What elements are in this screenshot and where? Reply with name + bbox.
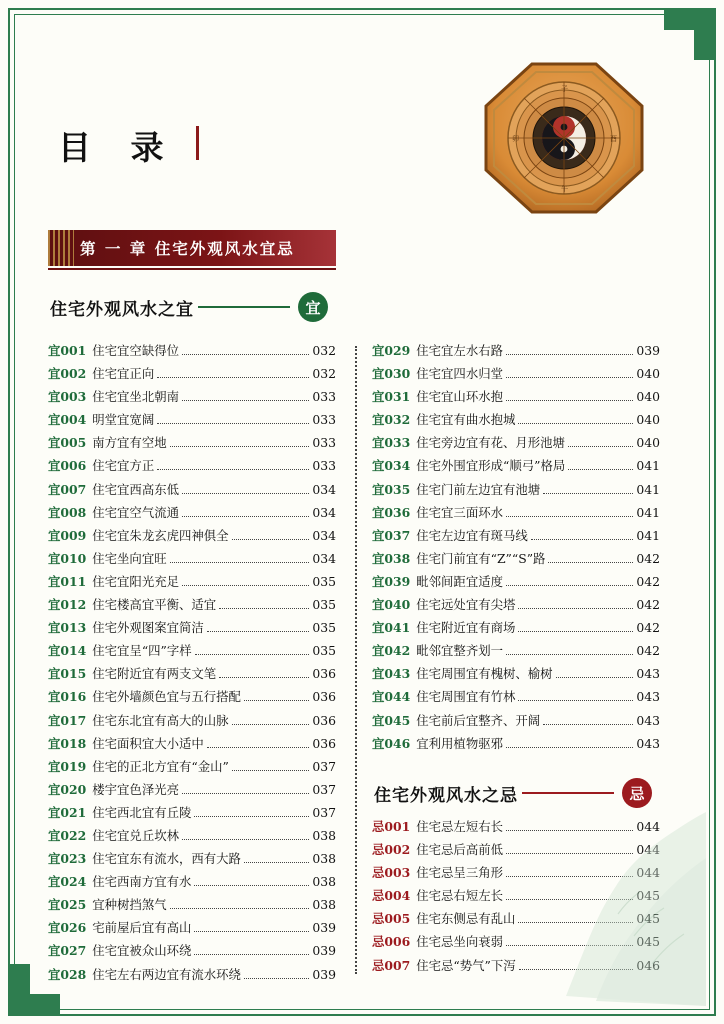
toc-entry[interactable] <box>48 436 336 450</box>
toc-entry-leader <box>170 562 310 563</box>
toc-entry-title: 住宅宜左水右路 <box>416 344 503 358</box>
toc-entry-leader <box>194 816 309 817</box>
toc-entry[interactable] <box>48 459 336 473</box>
toc-entry-number: 宜032 <box>372 413 411 428</box>
toc-entry-number: 宜011 <box>48 574 87 589</box>
toc-entry[interactable] <box>48 598 336 612</box>
toc-entry-leader <box>182 493 309 494</box>
toc-entry-number: 宜014 <box>48 644 87 659</box>
toc-entry[interactable] <box>48 944 336 958</box>
toc-entry-number: 宜019 <box>48 759 87 774</box>
toc-entry-page: 041 <box>636 528 660 543</box>
svg-text:卯: 卯 <box>512 135 519 143</box>
toc-entry-number: 忌005 <box>372 912 411 927</box>
toc-entry-number: 忌001 <box>372 820 411 834</box>
toc-entry-title: 住宅西北宜有丘陵 <box>92 805 192 820</box>
toc-entry-page: 035 <box>312 644 336 659</box>
svg-text:酉: 酉 <box>610 135 617 143</box>
toc-entry-page: 038 <box>312 852 336 867</box>
toc-entry-title: 毗邻间距宜适度 <box>416 574 503 589</box>
toc-entry[interactable] <box>48 667 336 681</box>
toc-entry-page: 039 <box>312 921 336 936</box>
toc-entry-leader <box>232 724 310 725</box>
toc-entry-title: 宅前屋后宜有高山 <box>92 921 192 936</box>
toc-entry-number: 宜023 <box>48 852 87 867</box>
toc-entry-leader <box>519 969 634 970</box>
toc-entry-number: 忌007 <box>372 958 411 973</box>
toc-entry-leader <box>244 978 309 979</box>
toc-entry-title: 住宅周围宜有槐树、榆树 <box>416 667 553 682</box>
toc-entry-number: 宜046 <box>372 736 411 751</box>
toc-entry-leader <box>568 469 633 470</box>
toc-entry-title: 住宅周围宜有竹林 <box>416 690 516 705</box>
toc-entry-title: 住宅宜呈“四”字样 <box>92 644 192 659</box>
toc-entry[interactable] <box>48 644 336 658</box>
toc-entry[interactable] <box>372 529 660 543</box>
toc-entry[interactable] <box>372 436 660 450</box>
toc-entry-leader <box>506 585 633 586</box>
toc-entry-page: 039 <box>312 967 336 982</box>
toc-entry-title: 住宅宜三面环水 <box>416 505 503 520</box>
toc-entry[interactable] <box>372 552 660 566</box>
toc-entry[interactable] <box>48 413 336 427</box>
banner-ornament <box>48 230 74 266</box>
toc-entry-number: 宜008 <box>48 505 87 520</box>
toc-entry-leader <box>506 654 633 655</box>
toc-entry[interactable] <box>48 875 336 889</box>
chapter-underline <box>48 268 336 270</box>
toc-entry[interactable] <box>372 935 660 949</box>
toc-entry-number: 宜026 <box>48 921 87 936</box>
column-divider <box>355 346 357 974</box>
toc-entry-title: 住宅宜阳光充足 <box>92 574 179 589</box>
toc-entry-number: 宜037 <box>372 528 411 543</box>
toc-entry-page: 042 <box>636 644 660 659</box>
toc-entry-page: 035 <box>312 621 336 636</box>
toc-entry-title: 楼宇宜色泽光亮 <box>92 782 179 797</box>
toc-entry[interactable] <box>48 390 336 404</box>
toc-entry[interactable] <box>48 852 336 866</box>
toc-entry-page: 042 <box>636 574 660 589</box>
toc-entry-leader <box>506 830 633 831</box>
toc-entry-title: 住宅宜山环水抱 <box>416 390 503 405</box>
toc-entry[interactable] <box>372 889 660 903</box>
toc-entry-leader <box>157 469 309 470</box>
toc-entry-title: 住宅宜空缺得位 <box>92 344 179 358</box>
toc-entry[interactable] <box>372 912 660 926</box>
toc-entry-leader <box>219 608 309 609</box>
toc-entry-page: 034 <box>312 528 336 543</box>
toc-entry-page: 034 <box>312 482 336 497</box>
toc-entry-title: 住宅忌呈三角形 <box>416 866 503 881</box>
toc-entry-leader <box>194 885 309 886</box>
toc-entry-leader <box>244 862 309 863</box>
toc-entry-page: 039 <box>636 344 660 358</box>
toc-entry-number: 宜020 <box>48 782 87 797</box>
toc-entry[interactable] <box>48 575 336 589</box>
toc-entry[interactable] <box>48 506 336 520</box>
toc-entry-page: 032 <box>312 344 336 358</box>
toc-entry-number: 宜028 <box>48 967 87 982</box>
toc-entry[interactable] <box>372 413 660 427</box>
toc-entry-leader <box>506 747 633 748</box>
toc-entry-number: 宜012 <box>48 598 87 613</box>
toc-entry-page: 041 <box>636 505 660 520</box>
toc-entry-page: 033 <box>312 390 336 405</box>
toc-entry-number: 宜021 <box>48 805 87 820</box>
toc-entry-number: 宜015 <box>48 667 87 682</box>
toc-entry-title: 住宅宜被众山环绕 <box>92 944 192 959</box>
toc-entry-page: 036 <box>312 736 336 751</box>
toc-entry-page: 041 <box>636 482 660 497</box>
toc-entry-number: 忌003 <box>372 866 411 881</box>
toc-entry-title: 住宅宜有曲水抱城 <box>416 413 516 428</box>
toc-entry-leader <box>531 539 634 540</box>
toc-entry-title: 毗邻宜整齐划一 <box>416 644 503 659</box>
toc-entry[interactable] <box>48 344 336 358</box>
toc-entry-title: 住宅宜兑丘坎林 <box>92 828 179 843</box>
toc-entry[interactable] <box>372 644 660 658</box>
toc-entry-leader <box>232 539 310 540</box>
toc-entry[interactable] <box>372 714 660 728</box>
toc-entry[interactable] <box>48 760 336 774</box>
toc-entry-leader <box>194 931 309 932</box>
toc-entry-page: 035 <box>312 598 336 613</box>
toc-entry[interactable] <box>48 921 336 935</box>
toc-entry-page: 033 <box>312 413 336 428</box>
toc-entry-leader <box>182 400 309 401</box>
section-heading-ji <box>374 778 652 808</box>
section-heading-ji-rule <box>522 792 614 794</box>
toc-entry-number: 宜031 <box>372 390 411 405</box>
toc-entry-title: 住宅东北宜有高大的山脉 <box>92 713 229 728</box>
toc-entry-number: 忌002 <box>372 843 411 858</box>
toc-entry-title: 住宅坐向宜旺 <box>92 551 167 566</box>
toc-entry[interactable] <box>372 483 660 497</box>
toc-entry-title: 住宅西南方宜有水 <box>92 875 192 890</box>
toc-entry-number: 宜043 <box>372 667 411 682</box>
toc-entry[interactable] <box>372 575 660 589</box>
toc-entry-page: 033 <box>312 459 336 474</box>
toc-entry[interactable] <box>48 968 336 982</box>
page-title: 目 录 <box>58 128 178 167</box>
toc-entry-page: 035 <box>312 574 336 589</box>
toc-entry-page: 036 <box>312 690 336 705</box>
toc-entry-leader <box>518 922 633 923</box>
toc-entry-title: 住宅东侧忌有乱山 <box>416 912 516 927</box>
toc-entry-title: 住宅外围宜形成“顺弓”格局 <box>416 459 566 474</box>
chapter-title: 第 一 章 住宅外观风水宜忌 <box>80 239 295 258</box>
toc-entry[interactable] <box>48 898 336 912</box>
toc-entry-title: 住宅门前左边宜有池塘 <box>416 482 541 497</box>
toc-entry-title: 住宅忌左短右长 <box>416 820 503 834</box>
toc-entry-leader <box>219 677 309 678</box>
toc-entry-number: 忌006 <box>372 935 411 950</box>
toc-entry-title: 住宅宜东有流水，西有大路 <box>92 852 241 867</box>
toc-entry-number: 宜013 <box>48 621 87 636</box>
corner-decoration-bottom-left-bar <box>8 994 60 1016</box>
toc-entry-page: 043 <box>636 690 660 705</box>
toc-entry-leader <box>157 423 309 424</box>
toc-column-right-ji <box>372 820 660 982</box>
toc-entry[interactable] <box>372 690 660 704</box>
toc-entry-number: 宜007 <box>48 482 87 497</box>
toc-entry-leader <box>506 516 633 517</box>
toc-entry-title: 住宅外墙颜色宜与五行搭配 <box>92 690 241 705</box>
toc-entry-page: 037 <box>312 782 336 797</box>
toc-entry-leader <box>157 377 309 378</box>
toc-entry[interactable] <box>48 690 336 704</box>
section-badge-ji: 忌 <box>622 778 652 808</box>
toc-entry-page: 044 <box>636 866 660 881</box>
toc-entry[interactable] <box>372 598 660 612</box>
toc-entry-title: 住宅忌后高前低 <box>416 843 503 858</box>
toc-entry-title: 明堂宜宽阔 <box>92 413 155 428</box>
toc-entry-leader <box>548 562 633 563</box>
svg-text:子: 子 <box>561 85 568 93</box>
toc-entry-leader <box>518 631 633 632</box>
toc-entry-page: 044 <box>636 820 660 834</box>
toc-entry-number: 宜036 <box>372 505 411 520</box>
toc-entry-leader <box>556 677 634 678</box>
toc-entry-title: 住宅宜朱龙玄虎四神俱全 <box>92 528 229 543</box>
section-heading-yi-label: 住宅外观风水之宜 <box>50 299 194 320</box>
toc-entry-page: 040 <box>636 413 660 428</box>
toc-entry-number: 宜005 <box>48 436 87 451</box>
toc-entry-number: 宜022 <box>48 828 87 843</box>
toc-entry-title: 宜种树挡煞气 <box>92 898 167 913</box>
toc-entry-number: 宜025 <box>48 898 87 913</box>
toc-entry-number: 宜001 <box>48 344 87 358</box>
toc-entry-title: 住宅忌右短左长 <box>416 889 503 904</box>
toc-entry-title: 住宅的正北方宜有“金山” <box>92 759 229 774</box>
toc-entry-number: 宜002 <box>48 367 87 382</box>
toc-entry-leader <box>182 839 309 840</box>
toc-entry-leader <box>182 516 309 517</box>
toc-entry-number: 宜030 <box>372 367 411 382</box>
toc-entry-page: 043 <box>636 736 660 751</box>
toc-entry-leader <box>506 377 633 378</box>
toc-entry-title: 住宅左边宜有斑马线 <box>416 528 528 543</box>
toc-entry-number: 宜034 <box>372 459 411 474</box>
toc-entry-leader <box>182 354 309 355</box>
toc-entry-leader <box>170 908 310 909</box>
toc-column-left <box>48 344 336 991</box>
toc-entry-leader <box>506 945 633 946</box>
toc-entry[interactable] <box>372 866 660 880</box>
toc-entry-leader <box>518 423 633 424</box>
toc-entry-page: 040 <box>636 367 660 382</box>
toc-entry-page: 042 <box>636 598 660 613</box>
toc-entry[interactable] <box>372 390 660 404</box>
toc-entry-page: 036 <box>312 713 336 728</box>
toc-entry-title: 住宅附近宜有两支文笔 <box>92 667 217 682</box>
toc-entry-number: 宜044 <box>372 690 411 705</box>
toc-entry[interactable] <box>48 529 336 543</box>
toc-entry[interactable] <box>48 783 336 797</box>
toc-entry[interactable] <box>372 737 660 751</box>
toc-entry-number: 宜006 <box>48 459 87 474</box>
toc-entry-title: 住宅忌“势气”下泻 <box>416 958 516 973</box>
section-heading-ji-label: 住宅外观风水之忌 <box>374 785 518 806</box>
toc-entry-title: 住宅旁边宜有花、月形池塘 <box>416 436 565 451</box>
toc-column-right <box>372 344 660 760</box>
toc-entry-page: 037 <box>312 805 336 820</box>
toc-entry[interactable] <box>48 714 336 728</box>
toc-entry[interactable] <box>48 552 336 566</box>
toc-entry-page: 037 <box>312 759 336 774</box>
toc-entry-number: 宜009 <box>48 528 87 543</box>
toc-entry-leader <box>194 954 309 955</box>
toc-entry-leader <box>207 631 310 632</box>
toc-entry-number: 宜038 <box>372 551 411 566</box>
toc-entry-title: 住宅面积宜大小适中 <box>92 736 204 751</box>
toc-entry-number: 宜003 <box>48 390 87 405</box>
toc-entry[interactable] <box>48 829 336 843</box>
toc-entry-page: 034 <box>312 505 336 520</box>
toc-entry-title: 住宅门前宜有“Z”“S”路 <box>416 551 546 566</box>
toc-entry-number: 宜042 <box>372 644 411 659</box>
toc-entry-number: 宜040 <box>372 598 411 613</box>
toc-entry-leader <box>506 899 633 900</box>
toc-entry-title: 住宅宜坐北朝南 <box>92 390 179 405</box>
toc-entry-page: 044 <box>636 843 660 858</box>
toc-entry-page: 034 <box>312 551 336 566</box>
toc-entry-number: 忌004 <box>372 889 411 904</box>
luopan-compass-image <box>480 58 648 218</box>
toc-entry-leader <box>518 700 633 701</box>
svg-text:午: 午 <box>561 185 568 193</box>
toc-entry-leader <box>207 747 310 748</box>
toc-entry-title: 住宅宜方正 <box>92 459 155 474</box>
toc-entry-leader <box>195 654 310 655</box>
toc-entry-number: 宜039 <box>372 574 411 589</box>
toc-entry-leader <box>506 354 633 355</box>
toc-entry-number: 宜027 <box>48 944 87 959</box>
toc-entry[interactable] <box>372 820 660 834</box>
toc-entry-number: 宜029 <box>372 344 411 358</box>
toc-entry-leader <box>543 724 633 725</box>
toc-entry-page: 043 <box>636 713 660 728</box>
toc-entry-page: 038 <box>312 875 336 890</box>
toc-entry-leader <box>506 853 633 854</box>
section-badge-yi: 宜 <box>298 292 328 322</box>
toc-entry-page: 040 <box>636 390 660 405</box>
toc-entry-number: 宜017 <box>48 713 87 728</box>
toc-entry-number: 宜033 <box>372 436 411 451</box>
toc-entry-number: 宜024 <box>48 875 87 890</box>
toc-entry-page: 046 <box>636 958 660 973</box>
toc-entry-title: 住宅远处宜有尖塔 <box>416 598 516 613</box>
toc-entry-page: 045 <box>636 912 660 927</box>
section-heading-yi <box>50 292 328 322</box>
page-title-accent-bar <box>196 126 199 160</box>
toc-entry-title: 住宅前后宜整齐、开阔 <box>416 713 541 728</box>
toc-entry-page: 032 <box>312 367 336 382</box>
toc-entry-page: 040 <box>636 436 660 451</box>
toc-entry-leader <box>232 770 310 771</box>
toc-entry-number: 宜004 <box>48 413 87 428</box>
toc-entry[interactable] <box>48 806 336 820</box>
toc-entry-title: 住宅宜西高东低 <box>92 482 179 497</box>
toc-entry[interactable] <box>372 344 660 358</box>
toc-entry-page: 045 <box>636 889 660 904</box>
toc-entry-leader <box>518 608 633 609</box>
toc-entry-title: 住宅楼高宜平衡、适宜 <box>92 598 217 613</box>
toc-entry-leader <box>244 700 309 701</box>
toc-entry[interactable] <box>48 483 336 497</box>
toc-entry-leader <box>182 585 309 586</box>
toc-entry-page: 038 <box>312 828 336 843</box>
toc-entry-number: 宜041 <box>372 621 411 636</box>
toc-entry-number: 宜010 <box>48 551 87 566</box>
toc-entry-page: 039 <box>312 944 336 959</box>
toc-entry-title: 宜利用植物驱邪 <box>416 736 503 751</box>
toc-entry-page: 041 <box>636 459 660 474</box>
toc-entry-leader <box>568 446 633 447</box>
toc-entry-page: 042 <box>636 551 660 566</box>
toc-entry[interactable] <box>372 367 660 381</box>
toc-entry-title: 住宅附近宜有商场 <box>416 621 516 636</box>
toc-entry-title: 住宅外观图案宜简洁 <box>92 621 204 636</box>
toc-entry-title: 住宅宜四水归堂 <box>416 367 503 382</box>
toc-entry-number: 宜045 <box>372 713 411 728</box>
toc-entry-page: 043 <box>636 667 660 682</box>
toc-entry-leader <box>170 446 310 447</box>
toc-entry-leader <box>506 400 633 401</box>
toc-entry-title: 南方宜有空地 <box>92 436 167 451</box>
chapter-banner <box>48 230 336 266</box>
toc-entry-page: 033 <box>312 436 336 451</box>
toc-entry[interactable] <box>372 667 660 681</box>
section-heading-yi-rule <box>198 306 290 308</box>
toc-entry-title: 住宅左右两边宜有流水环绕 <box>92 967 241 982</box>
toc-entry-page: 036 <box>312 667 336 682</box>
toc-entry-page: 038 <box>312 898 336 913</box>
toc-entry[interactable] <box>372 506 660 520</box>
toc-entry[interactable] <box>48 621 336 635</box>
toc-entry-page: 042 <box>636 621 660 636</box>
toc-entry[interactable] <box>48 367 336 381</box>
toc-entry-title: 住宅忌坐向衰弱 <box>416 935 503 950</box>
toc-entry-title: 住宅宜正向 <box>92 367 155 382</box>
toc-entry-number: 宜035 <box>372 482 411 497</box>
toc-entry[interactable] <box>372 621 660 635</box>
toc-entry-page: 045 <box>636 935 660 950</box>
toc-entry-leader <box>182 793 309 794</box>
toc-entry-leader <box>543 493 633 494</box>
toc-entry[interactable] <box>48 737 336 751</box>
corner-decoration-top-right-bar <box>664 8 716 30</box>
toc-entry[interactable] <box>372 459 660 473</box>
toc-entry[interactable] <box>372 843 660 857</box>
toc-entry-title: 住宅宜空气流通 <box>92 505 179 520</box>
toc-entry-number: 宜016 <box>48 690 87 705</box>
toc-entry-number: 宜018 <box>48 736 87 751</box>
toc-entry-leader <box>506 876 633 877</box>
toc-entry[interactable] <box>372 959 660 973</box>
